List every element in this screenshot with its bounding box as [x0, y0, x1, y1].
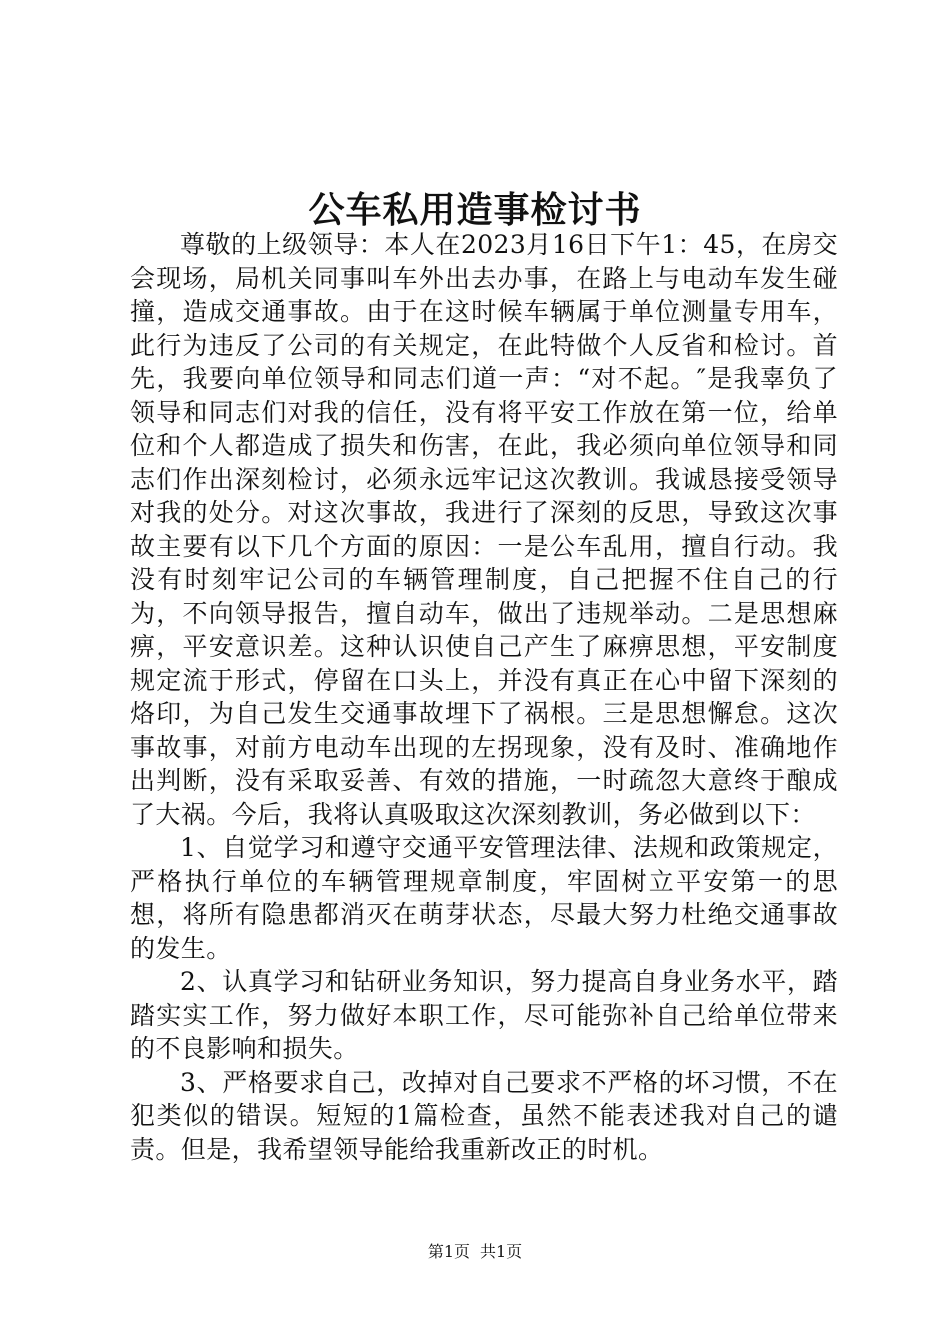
- document-body: [130, 228, 838, 1166]
- page-number: 第1页: [427, 1242, 470, 1261]
- page-footer: [0, 1242, 950, 1262]
- body-paragraph-item-1: 1、自觉学习和遵守交通平安管理法律、法规和政策规定，严格执行单位的车辆管理规章制度，牢固树立平安第一的思想，将所有隐患都消灭在萌芽状态，尽最大努力杜绝交通事故的发生。: [130, 833, 838, 963]
- body-paragraph-item-3: 3、严格要求自己，改掉对自己要求不严格的坏习惯，不在犯类似的错误。短短的1篇检查，虽然不能表述我对自己的谴责。但是，我希望领导能给我重新改正的时机。: [130, 1067, 838, 1164]
- document-title: 公车私用造事检讨书: [308, 189, 642, 231]
- body-paragraph-item-2: 2、认真学习和钻研业务知识，努力提高自身业务水平，踏踏实实工作，努力做好本职工作，尽可能弥补自己给单位带来的不良影响和损失。: [130, 967, 838, 1063]
- page-total: 共1页: [480, 1242, 523, 1261]
- body-paragraph-intro: 尊敬的上级领导：本人在2023月16日下午1：45，在房交会现场，局机关同事叫车外出去办事，在路上与电动车发生碰撞，造成交通事故。由于在这时候车辆属于单位测量专用车，此行为违反了公司的有关规定，在此特做个人反省和检讨。首先，我要向单位领导和同志们道一声：“对不起。″是我辜负了领导和同志们对我的信任，没有将平安工作放在第一位，给单位和个人都造成了损失和伤害，在此，我必须向单位领导和同志们作出深刻检讨，必须永远牢记这次教训。我诚恳接受领导对我的处分。对这次事故，我进行了深刻的反思，导致这次事故主要有以下几个方面的原因：一是公车乱用，擅自行动。我没有时刻牢记公司的车辆管理制度，自己把握不住自己的行为，不向领导报告，擅自动车，做出了违规举动。二是思想麻痹，平安意识差。这种认识使自己产生了麻痹思想，平安制度规定流于形式，停留在口头上，并没有真正在心中留下深刻的烙印，为自己发生交通事故埋下了祸根。三是思想懈怠。这次事故事，对前方电动车出现的左拐现象，没有及时、准确地作出判断，没有采取妥善、有效的措施，一时疏忽大意终于酿成了大祸。今后，我将认真吸取这次深刻教训，务必做到以下：: [130, 230, 838, 829]
